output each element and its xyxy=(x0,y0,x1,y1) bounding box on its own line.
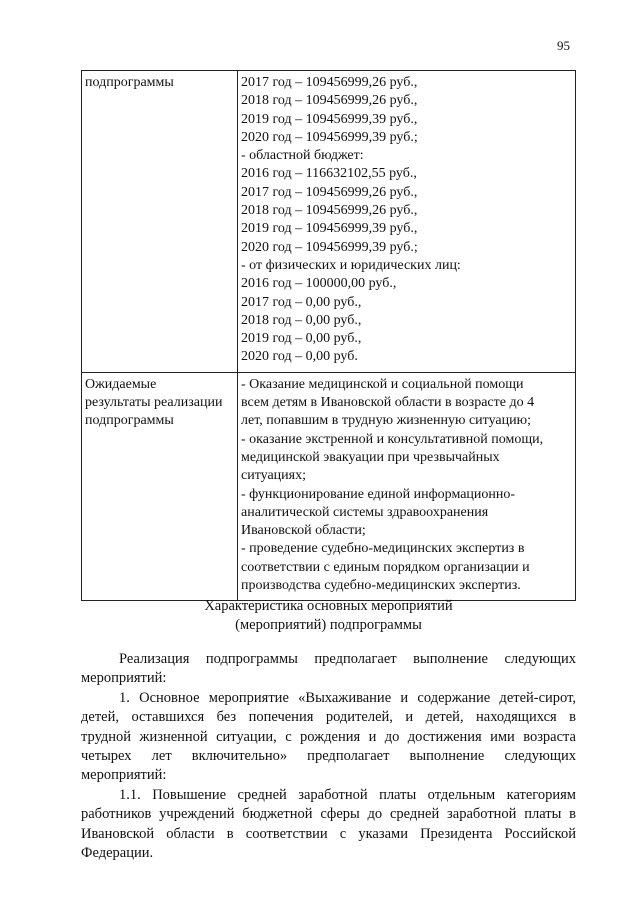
result-line: лет, попавшим в трудную жизненную ситуацию; xyxy=(241,413,531,429)
result-line: ситуациях; xyxy=(241,468,306,484)
section-title-line: (мероприятий) подпрограммы xyxy=(235,617,422,633)
funding-line: 2020 год – 109456999,39 руб.; xyxy=(241,239,418,255)
result-line: - Оказание медицинской и социальной помощи xyxy=(241,376,524,392)
result-line: - функционирование единой информационно- xyxy=(241,486,516,502)
section-title xyxy=(81,597,576,635)
result-line: медицинской эвакуации при чрезвычайных xyxy=(241,449,500,465)
funding-line: 2017 год – 0,00 руб., xyxy=(241,294,362,310)
body-text xyxy=(81,650,576,863)
funding-line: 2018 год – 109456999,26 руб., xyxy=(241,203,418,219)
row-label-line: подпрограммы xyxy=(85,413,174,429)
funding-line: 2016 год – 100000,00 руб., xyxy=(241,276,397,292)
funding-line: 2018 год – 0,00 руб., xyxy=(241,312,362,328)
result-line: соответствии с единым порядком организации и xyxy=(241,559,530,575)
funding-line: 2017 год – 109456999,26 руб., xyxy=(241,184,418,200)
paragraph xyxy=(81,689,576,786)
row-label-cell xyxy=(82,372,238,601)
result-line: всем детям в Ивановской области в возрасте до 4 xyxy=(241,395,535,411)
row-label-cell xyxy=(82,71,238,373)
funding-line: - от физических и юридических лиц: xyxy=(241,257,461,273)
funding-line: 2020 год – 109456999,39 руб.; xyxy=(241,129,418,145)
paragraph-line: трудной жизненной ситуации, с рождения и до достижения ими возраста xyxy=(81,728,576,745)
paragraph-line: детей, оставшихся без попечения родителей, и детей, находящихся в xyxy=(81,709,576,726)
paragraph xyxy=(81,650,576,689)
paragraph-line: 1. Основное мероприятие «Выхаживание и содержание детей-сирот, xyxy=(119,689,576,706)
result-line: - оказание экстренной и консультативной помощи, xyxy=(241,431,544,447)
paragraph-line: мероприятий: xyxy=(81,767,167,784)
funding-line: 2019 год – 109456999,39 руб., xyxy=(241,221,418,237)
result-line: - проведение судебно-медицинских экспертиз в xyxy=(241,541,525,557)
paragraph xyxy=(81,786,576,864)
result-line: Ивановской области; xyxy=(241,523,366,539)
program-spec-table xyxy=(81,70,576,601)
result-line: производства судебно-медицинских экспертиз. xyxy=(241,578,521,594)
funding-line: 2016 год – 116632102,55 руб., xyxy=(241,166,417,182)
result-line: аналитической системы здравоохранения xyxy=(241,504,489,520)
funding-line: 2018 год – 109456999,26 руб., xyxy=(241,93,418,109)
row-label-line: подпрограммы xyxy=(85,75,174,90)
funding-line: 2019 год – 109456999,39 руб., xyxy=(241,111,418,127)
funding-line: - областной бюджет: xyxy=(241,148,364,164)
paragraph-line: Федерации. xyxy=(81,845,154,862)
paragraph-line: четырех лет включительно» предполагает выполнение следующих xyxy=(81,748,576,765)
page-number: 95 xyxy=(557,38,570,53)
funding-line: 2017 год – 109456999,26 руб., xyxy=(241,75,418,90)
paragraph-line: Ивановской области в соответствии с указами Президента Российской xyxy=(81,825,576,842)
section-title-line: Характеристика основных мероприятий xyxy=(204,598,453,614)
paragraph-line: 1.1. Повышение средней заработной платы отдельным категориям xyxy=(119,786,576,803)
table-row-funding xyxy=(82,71,576,373)
paragraph-line: Реализация подпрограммы предполагает выполнение следующих xyxy=(119,651,576,667)
row-label-line: Ожидаемые xyxy=(85,376,157,392)
paragraph-line: мероприятий: xyxy=(81,670,167,687)
row-value-cell xyxy=(238,71,576,373)
funding-line: 2020 год – 0,00 руб. xyxy=(241,349,358,365)
paragraph-line: работников учреждений бюджетной сферы до средней заработной платы в xyxy=(81,806,576,823)
table-row-expected-results xyxy=(82,372,576,601)
funding-line: 2019 год – 0,00 руб., xyxy=(241,331,362,347)
row-value-cell xyxy=(238,372,576,601)
row-label-line: результаты реализации xyxy=(85,395,223,411)
